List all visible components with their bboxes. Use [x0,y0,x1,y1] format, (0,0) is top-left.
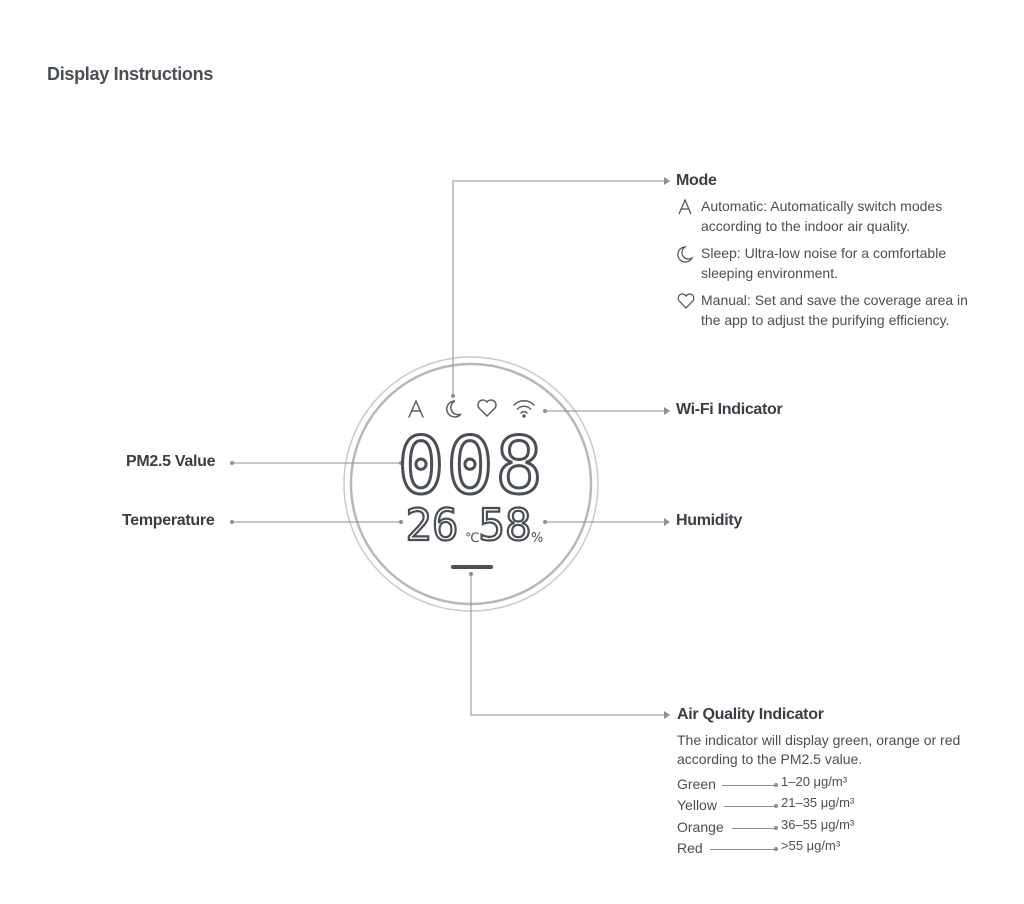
mode-label: Mode [676,172,717,189]
auto-mode-icon [676,198,696,216]
aq-level-name: Yellow [677,797,717,813]
humidity-unit: % [531,531,544,546]
mode-item-manual-text: Manual: Set and save the coverage area in the app to adjust the purifying efficiency. [701,292,968,328]
air-quality-description: The indicator will display green, orange or red according to the PM2.5 value. [677,732,961,767]
temperature-label: Temperature [122,512,215,529]
air-quality-label: Air Quality Indicator [677,706,824,723]
temperature-leader-dot-right [399,520,403,524]
heart-icon [676,292,696,310]
aq-level-range: >55 μg/m³ [781,838,841,853]
air-quality-arrow [664,711,670,719]
moon-icon [676,245,696,263]
pm25-leader-dot-left [230,461,234,465]
humidity-arrow [664,518,670,526]
aq-level-name: Orange [677,819,724,835]
aq-level-range: 36–55 μg/m³ [781,817,855,832]
mode-leader-dot [451,394,455,398]
aq-level-line [724,806,775,807]
aq-level-name: Red [677,840,703,856]
pm25-reading: 008 [397,422,545,512]
air-quality-bar [451,565,493,569]
temperature-leader-dot-left [230,520,234,524]
mode-arrow [664,177,670,185]
humidity-reading: 58 [478,500,532,551]
temperature-reading: 26 [405,500,459,551]
mode-item-sleep-text: Sleep: Ultra-low noise for a comfortable sleeping environment. [701,245,947,281]
aq-level-line [732,828,775,829]
mode-item-automatic-text: Automatic: Automatically switch modes according to the indoor air quality. [701,198,943,234]
aq-level-range: 21–35 μg/m³ [781,795,855,810]
pm25-label: PM2.5 Value [126,453,216,470]
temperature-unit: ℃ [465,531,480,546]
page-title: Display Instructions [47,64,214,84]
mode-item-manual [676,291,976,330]
aq-level-range: 1–20 μg/m³ [781,774,848,789]
aq-level-name: Green [677,776,716,792]
aq-level-line [710,849,775,850]
mode-item-automatic [676,197,976,236]
aq-level-line [722,785,775,786]
mode-item-sleep [676,244,976,283]
wifi-leader-dot [543,409,547,413]
air-quality-leader-dot [469,572,473,576]
wifi-indicator-label: Wi-Fi Indicator [676,401,783,418]
humidity-leader-dot [543,520,547,524]
wifi-arrow [664,407,670,415]
humidity-label: Humidity [676,512,743,529]
